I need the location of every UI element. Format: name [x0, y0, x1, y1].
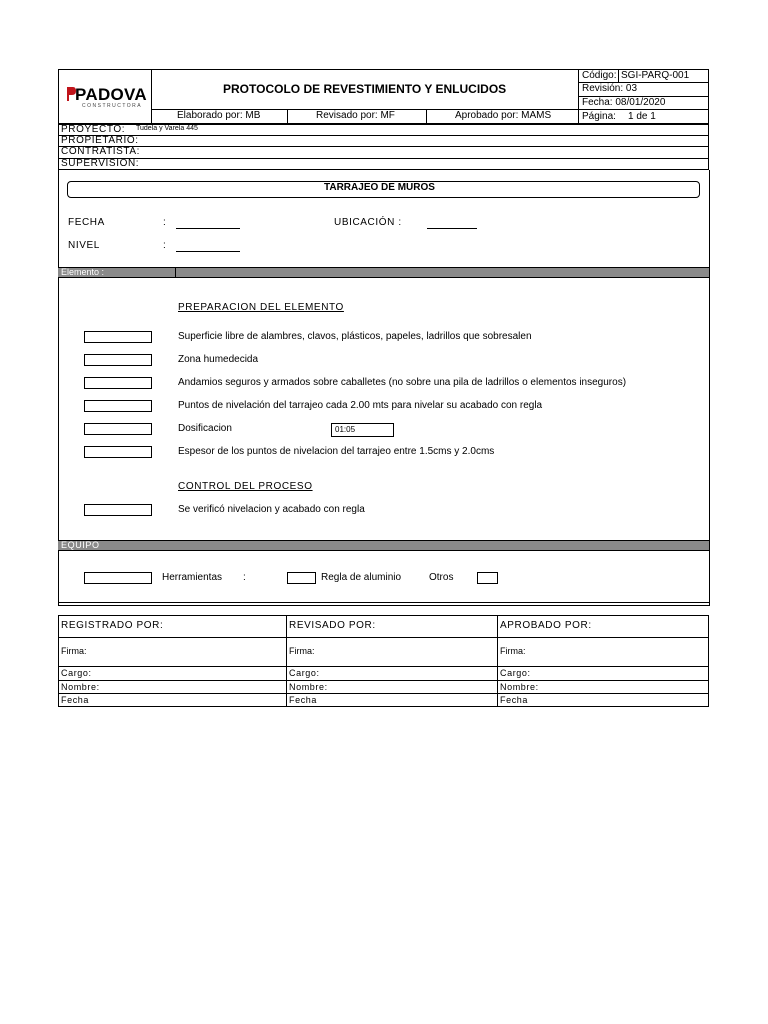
elaborado-text: Elaborado por: MB	[177, 110, 261, 121]
propietario-label: PROPIETARIO:	[61, 135, 139, 146]
ubicacion-label: UBICACIÓN :	[334, 217, 402, 228]
revisado-header-text: Revisado por: MF	[316, 110, 395, 121]
aprobado-header: APROBADO POR:	[500, 620, 592, 631]
checkbox-puntos-nivelacion[interactable]	[84, 400, 152, 412]
elemento-label: Elemento :	[61, 267, 105, 277]
registrado-header: REGISTRADO POR:	[61, 620, 164, 631]
nivel-input-line[interactable]	[176, 251, 240, 252]
equipo-label: EQUIPO	[61, 540, 100, 550]
regla-label: Regla de aluminio	[321, 572, 402, 583]
herramientas-colon: :	[243, 572, 246, 583]
company-logo	[66, 84, 148, 112]
cargo-label-2: Cargo:	[289, 668, 320, 678]
dosificacion-value: 01:05	[335, 425, 356, 434]
fecha-header-text: Fecha: 08/01/2020	[582, 97, 666, 108]
equipo-bar	[58, 540, 709, 551]
checklist-item-superficie: Superficie libre de alambres, clavos, plásticos, papeles, ladrillos que sobresalen	[178, 331, 532, 342]
fecha-sign-label-3: Fecha	[500, 695, 529, 705]
herramientas-label: Herramientas	[162, 572, 223, 583]
fecha-colon: :	[163, 217, 166, 228]
control-item: Se verificó nivelacion y acabado con regla	[178, 504, 365, 515]
checkbox-superficie[interactable]	[84, 331, 152, 343]
fecha-label: FECHA	[68, 217, 105, 228]
contratista-label: CONTRATISTA:	[61, 146, 141, 157]
checklist-item-andamios: Andamios seguros y armados sobre caballetes (no sobre una pila de ladrillos o elementos inseguros)	[178, 377, 627, 388]
preparacion-title: PREPARACION DEL ELEMENTO	[178, 302, 344, 313]
fecha-input-line[interactable]	[176, 228, 240, 229]
nombre-label-3: Nombre:	[500, 682, 539, 692]
control-title: CONTROL DEL PROCESO	[178, 481, 313, 492]
firma-label-3: Firma:	[500, 646, 526, 656]
supervision-label: SUPERVISION:	[61, 158, 140, 169]
checkbox-herramientas[interactable]	[84, 572, 152, 584]
revisado-header: REVISADO POR:	[289, 620, 376, 631]
nivel-label: NIVEL	[68, 240, 100, 251]
checklist-item-puntos-nivelacion: Puntos de nivelación del tarrajeo cada 2.00 mts para nivelar su acabado con regla	[178, 400, 543, 411]
logo-text: PADOVA	[75, 85, 148, 104]
checkbox-control-nivelacion[interactable]	[84, 504, 152, 516]
checkbox-dosificacion[interactable]	[84, 423, 152, 435]
section-title: TARRAJEO DE MUROS	[324, 182, 435, 193]
cargo-label-1: Cargo:	[61, 668, 92, 678]
proyecto-value: Tudela y Varela 445	[136, 125, 198, 132]
fecha-sign-label-1: Fecha	[61, 695, 90, 705]
nombre-label-1: Nombre:	[61, 682, 100, 692]
checkbox-espesor[interactable]	[84, 446, 152, 458]
checkbox-zona-humedecida[interactable]	[84, 354, 152, 366]
firma-label-1: Firma:	[61, 646, 87, 656]
codigo-label: Código:	[582, 70, 617, 81]
elemento-bar	[58, 267, 709, 278]
otros-label: Otros	[429, 572, 454, 583]
cargo-label-3: Cargo:	[500, 668, 531, 678]
checklist-item-espesor: Espesor de los puntos de nivelacion del tarrajeo entre 1.5cms y 2.0cms	[178, 446, 495, 457]
proyecto-label: PROYECTO:	[61, 124, 126, 135]
ubicacion-input-line[interactable]	[427, 228, 477, 229]
aprobado-header-text: Aprobado por: MAMS	[455, 110, 552, 121]
pagina-label: Página:	[582, 111, 616, 122]
pagina-value: 1 de 1	[628, 111, 656, 122]
fecha-sign-label-2: Fecha	[289, 695, 318, 705]
checklist-item-dosificacion: Dosificacion	[178, 423, 232, 434]
firma-label-2: Firma:	[289, 646, 315, 656]
checklist-item-zona-humedecida: Zona humedecida	[178, 354, 259, 365]
checkbox-regla[interactable]	[287, 572, 316, 584]
codigo-value: SGI-PARQ-001	[621, 70, 690, 81]
checkbox-otros[interactable]	[477, 572, 498, 584]
nombre-label-2: Nombre:	[289, 682, 328, 692]
checkbox-andamios[interactable]	[84, 377, 152, 389]
document-title: PROTOCOLO DE REVESTIMIENTO Y ENLUCIDOS	[223, 82, 507, 96]
revision-text: Revisión: 03	[582, 83, 638, 94]
logo-subtext: CONSTRUCTORA	[82, 103, 143, 109]
nivel-colon: :	[163, 240, 166, 251]
